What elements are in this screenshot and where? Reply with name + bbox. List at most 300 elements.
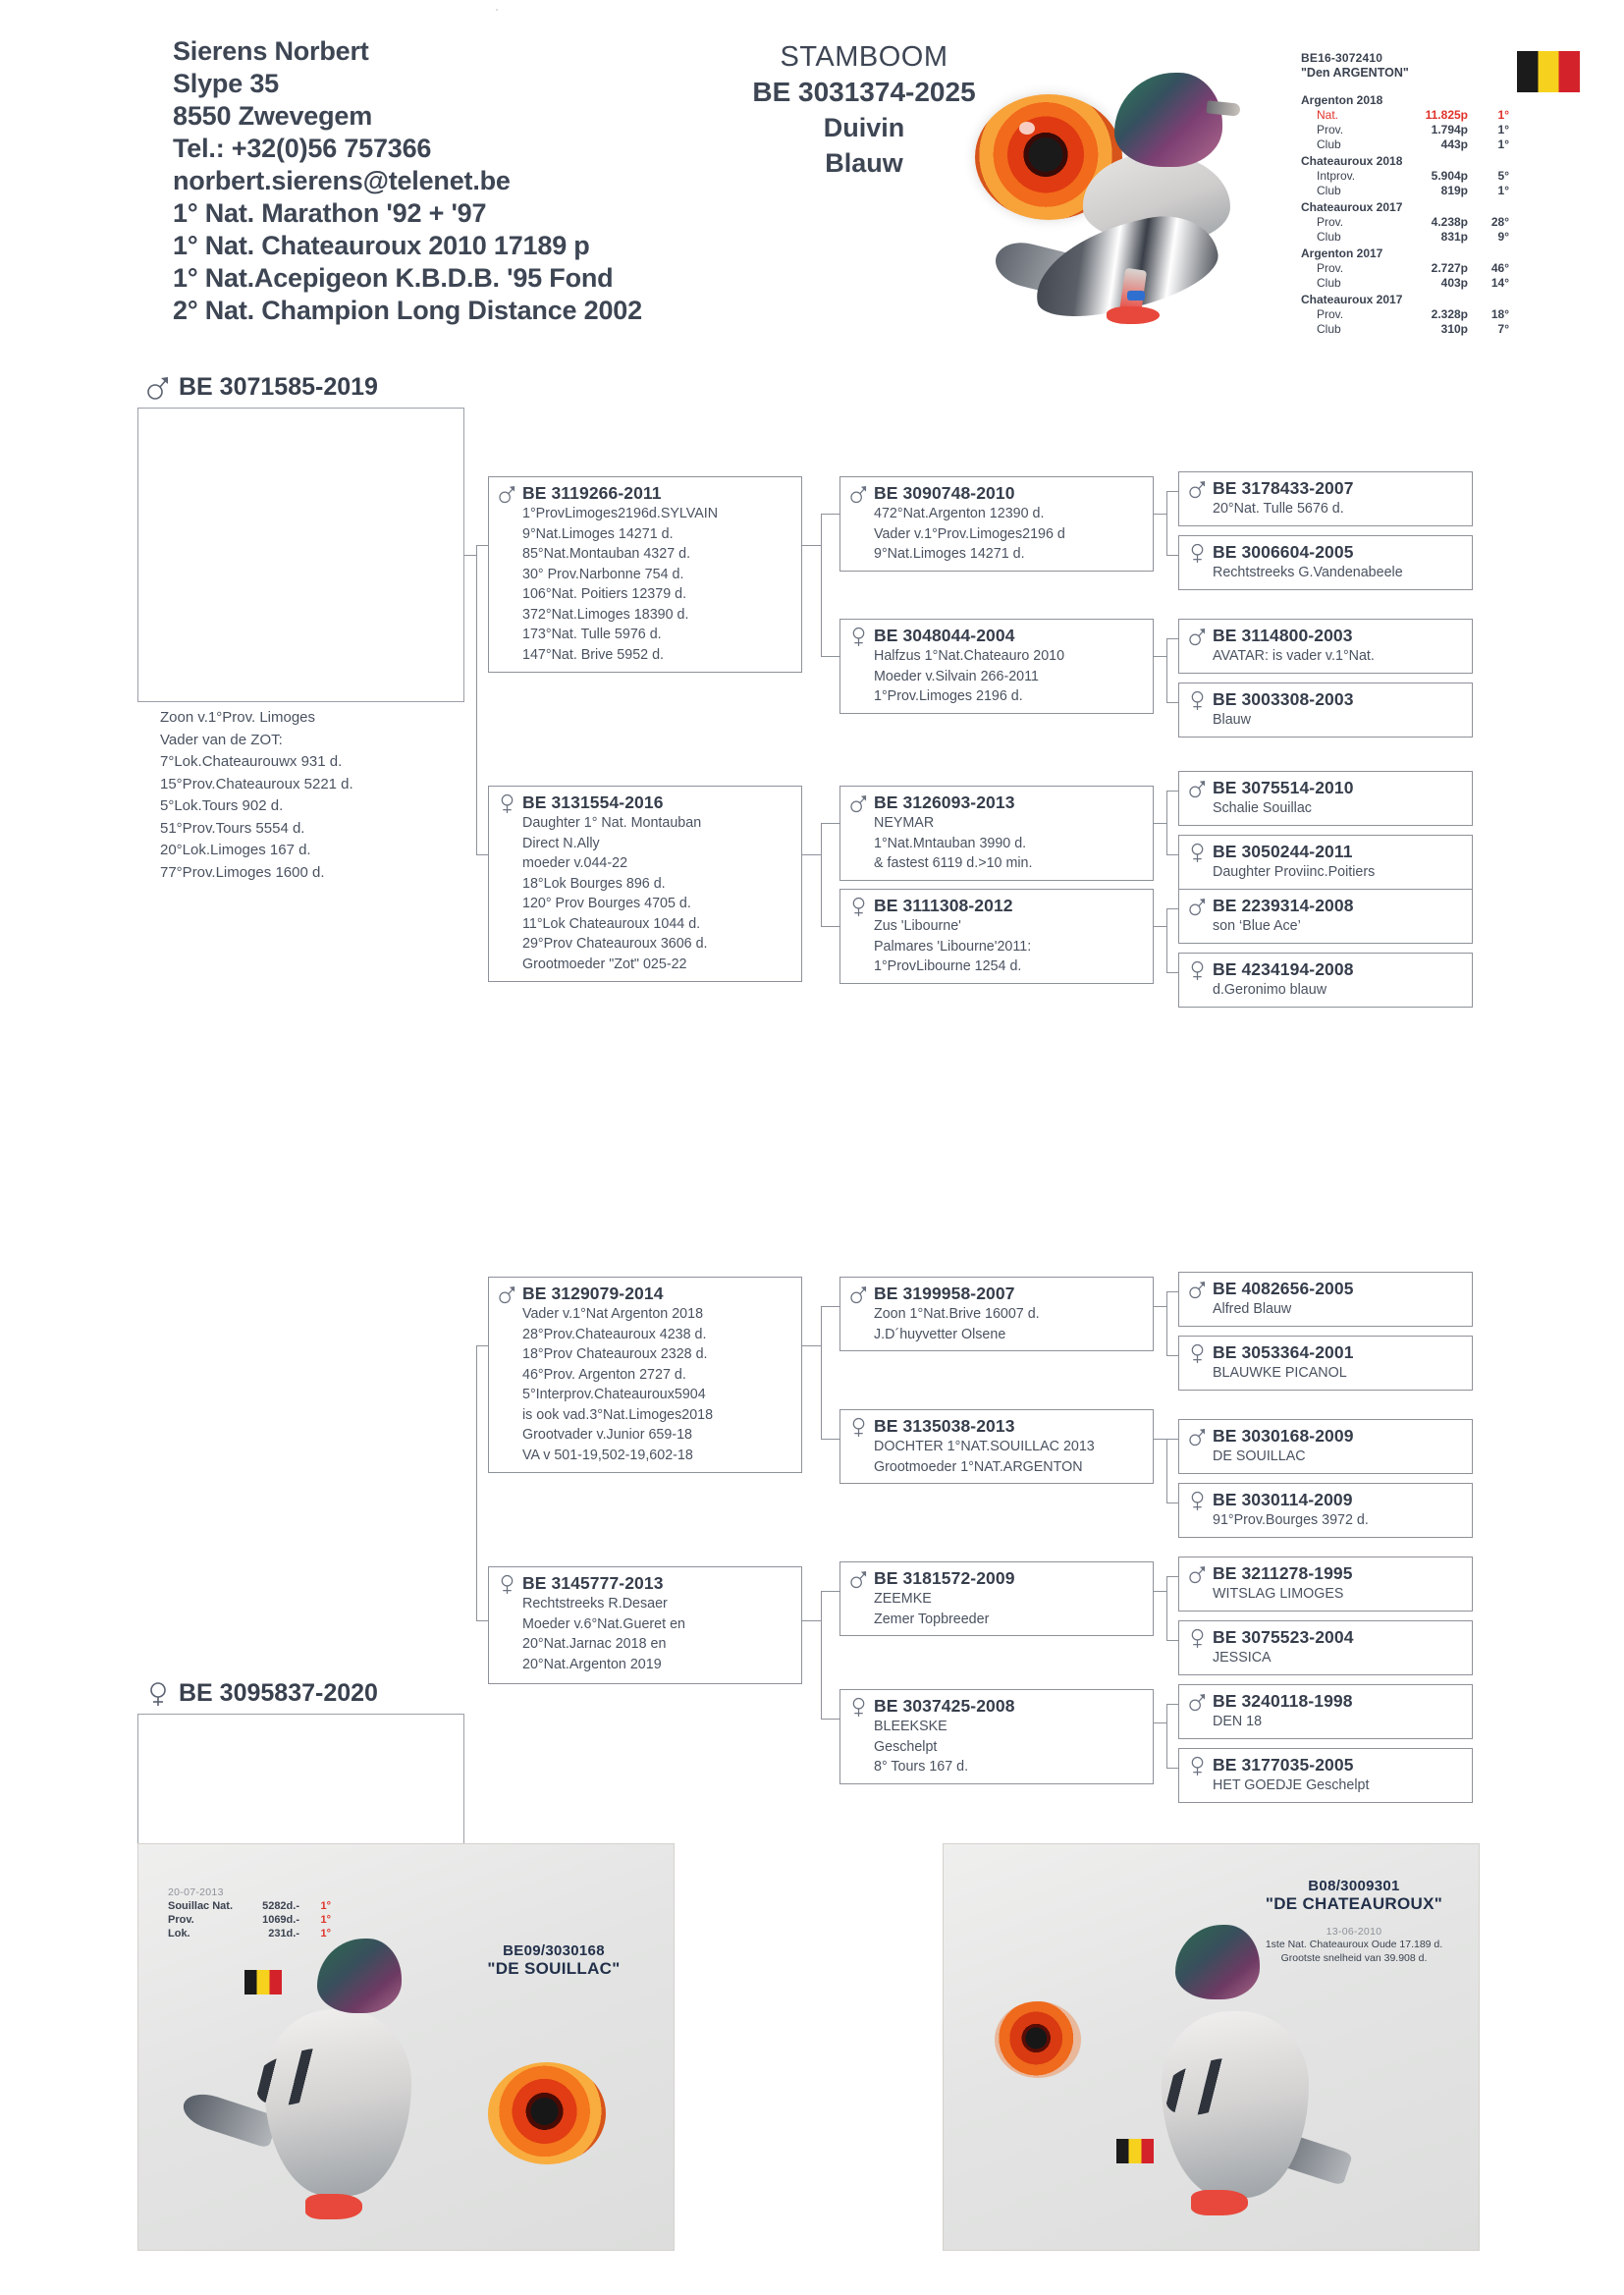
node-detail-line: JESSICA [1213, 1650, 1272, 1666]
node-detail-line: HET GOEDJE Geschelpt [1213, 1777, 1370, 1793]
pedigree-node-gen4-6[interactable] [1178, 889, 1473, 944]
photo1-stats [168, 1885, 331, 1940]
pedigree-node-gen4-1[interactable] [1178, 535, 1473, 590]
connector-line [1166, 791, 1167, 854]
node-detail-line: DEN 18 [1213, 1714, 1263, 1729]
connector-line [821, 823, 839, 824]
node-detail-line: 472°Nat.Argenton 12390 d. [874, 506, 1045, 521]
pedigree-node-gen3-5[interactable] [839, 1409, 1154, 1484]
male-icon [1189, 627, 1206, 647]
node-header [1189, 1426, 1464, 1447]
male-icon [1189, 1564, 1206, 1585]
performance-amount: 831p [1440, 230, 1468, 244]
pedigree-node-gen2-0[interactable] [488, 476, 802, 673]
node-ring-number: BE 3048044-2004 [874, 626, 1015, 645]
performance-amount: 443p [1440, 137, 1468, 151]
female-icon [850, 1697, 867, 1718]
node-header [1189, 896, 1464, 916]
photo1-belgium-flag-icon [244, 1970, 282, 1994]
node-detail-line: 9°Nat.Limoges 14271 d. [874, 546, 1025, 562]
connector-line [1166, 702, 1179, 703]
node-ring-number: BE 3126093-2013 [874, 792, 1015, 812]
pedigree-ring-number: BE 3031374-2025 [752, 77, 976, 107]
node-detail-line: Zoon 1°Nat.Brive 16007 d. [874, 1306, 1040, 1322]
achievement-4: 2° Nat. Champion Long Distance 2002 [173, 296, 642, 325]
connector-line [1166, 1576, 1167, 1640]
breeder-info-block [173, 35, 762, 327]
node-ring-number: BE 3030114-2009 [1213, 1490, 1353, 1509]
performance-label: Club [1317, 322, 1341, 336]
sire-photo-box [137, 408, 464, 702]
photo2-pigeon-legs [1191, 2190, 1248, 2215]
node-detail-line: Rechtstreeks R.Desaer [522, 1596, 668, 1612]
connector-line [1154, 1722, 1166, 1723]
breeder-city: 8550 Zwevegem [173, 101, 373, 131]
node-detail-lines [1189, 980, 1464, 1001]
photo1-pigeon-legs [305, 2194, 362, 2219]
node-header [1189, 1627, 1464, 1648]
performance-label: Prov. [1317, 215, 1344, 229]
connector-line [1166, 1576, 1179, 1577]
node-detail-lines [499, 813, 793, 974]
performance-amount: 819p [1440, 184, 1468, 197]
pigeon-leg-ring [1127, 291, 1145, 301]
node-detail-lines [850, 1437, 1145, 1477]
node-detail-line: Grootvader v.Junior 659-18 [522, 1427, 692, 1443]
connector-line [821, 926, 839, 927]
node-detail-lines [499, 1594, 793, 1674]
node-header [850, 1568, 1145, 1589]
male-icon [1189, 779, 1206, 799]
node-detail-line: Grootmoeder 1°NAT.ARGENTON [874, 1458, 1083, 1475]
node-detail-line: son ‘Blue Ace’ [1213, 918, 1301, 934]
female-icon [850, 897, 867, 917]
connector-line [476, 1345, 477, 1620]
pedigree-node-gen4-8[interactable] [1178, 1272, 1473, 1327]
node-detail-line: 372°Nat.Limoges 18390 d. [522, 606, 689, 623]
node-detail-lines [1189, 646, 1464, 667]
node-ring-number: BE 3030168-2009 [1213, 1426, 1354, 1446]
connector-line [476, 545, 477, 854]
node-detail-line: Rechtstreeks G.Vandenabeele [1213, 565, 1403, 580]
stat-amount: 1069d.- [262, 1914, 299, 1926]
stat-label: Souillac Nat. [168, 1900, 234, 1912]
pedigree-node-gen4-13[interactable] [1178, 1620, 1473, 1675]
node-ring-number: BE 3177035-2005 [1213, 1755, 1354, 1775]
node-detail-line: DE SOUILLAC [1213, 1448, 1306, 1464]
pedigree-node-gen2-2[interactable] [488, 1277, 802, 1473]
performance-label: Intprov. [1317, 169, 1356, 183]
node-detail-lines [1189, 499, 1464, 519]
performance-label: Club [1317, 276, 1341, 290]
node-header [850, 896, 1145, 916]
node-detail-line: 18°Prov Chateauroux 2328 d. [522, 1346, 708, 1362]
node-detail-line: 147°Nat. Brive 5952 d. [522, 646, 665, 663]
connector-line [1166, 1439, 1167, 1503]
male-icon [1189, 1427, 1206, 1448]
node-detail-line: 85°Nat.Montauban 4327 d. [522, 546, 691, 562]
performance-amount: 2.727p [1431, 261, 1468, 275]
node-detail-lines [1189, 710, 1464, 731]
node-detail-line: Daughter Proviinc.Poitiers [1213, 864, 1376, 880]
female-icon [147, 1681, 169, 1708]
photo2-pigeon-eye [995, 2001, 1081, 2078]
node-detail-line: Palmares 'Libourne'2011: [874, 938, 1032, 955]
photo1-ring: BE09/3030168 [503, 1942, 605, 1959]
node-ring-number: BE 3211278-1995 [1213, 1563, 1353, 1583]
node-detail-line: 1°Prov.Limoges 2196 d. [874, 688, 1023, 704]
connector-line [1166, 1439, 1179, 1440]
dam-ring: BE 3095837-2020 [179, 1679, 378, 1707]
node-ring-number: BE 3053364-2001 [1213, 1342, 1354, 1362]
node-detail-line: VA v 501-19,502-19,602-18 [522, 1447, 693, 1463]
performance-row [1301, 230, 1546, 245]
featured-pigeon-name: "Den ARGENTON" [1301, 66, 1409, 80]
pedigree-node-gen3-2[interactable] [839, 786, 1154, 881]
photo-de-souillac [137, 1843, 675, 2251]
node-detail-line: 20°Nat.Argenton 2019 [522, 1656, 662, 1672]
node-detail-lines [850, 1304, 1145, 1344]
connector-line [821, 1306, 822, 1439]
female-icon [1189, 1756, 1206, 1776]
connector-line [1166, 972, 1179, 973]
node-ring-number: BE 3114800-2003 [1213, 626, 1353, 645]
node-detail-line: 1°Nat.Mntauban 3990 d. [874, 835, 1027, 851]
performance-label: Club [1317, 230, 1341, 244]
male-icon [1189, 1280, 1206, 1300]
connector-line [821, 1439, 839, 1440]
node-ring-number: BE 3199958-2007 [874, 1284, 1015, 1303]
node-detail-line: 9°Nat.Limoges 14271 d. [522, 525, 674, 542]
node-detail-lines [1189, 1299, 1464, 1320]
node-detail-lines [1189, 1776, 1464, 1796]
scan-mark: ʼ [496, 8, 498, 18]
node-detail-line: Direct N.Ally [522, 835, 600, 851]
male-icon [147, 375, 169, 402]
node-ring-number: BE 3075523-2004 [1213, 1627, 1354, 1647]
female-icon [1189, 1628, 1206, 1649]
pedigree-node-gen3-0[interactable] [839, 476, 1154, 572]
connector-line [821, 1591, 839, 1592]
photo2-date: 13-06-2010 [1326, 1926, 1382, 1938]
connector-line [1166, 854, 1179, 855]
breeder-phone: Tel.: +32(0)56 757366 [173, 134, 432, 163]
sire-label [147, 373, 378, 402]
performance-amount: 1.794p [1431, 123, 1468, 137]
sire-note-line: 7°Lok.Chateaurouwx 931 d. [160, 753, 343, 770]
node-detail-line: 1°ProvLimoges2196d.SYLVAIN [522, 506, 719, 521]
connector-line [1166, 1355, 1179, 1356]
node-header [850, 1284, 1145, 1304]
connector-line [821, 656, 839, 657]
node-header [850, 483, 1145, 504]
pedigree-color: Blauw [825, 148, 903, 178]
node-detail-line: ZEEMKE [874, 1591, 932, 1607]
female-icon [1189, 1343, 1206, 1364]
achievement-1: 1° Nat. Marathon '92 + '97 [173, 198, 487, 228]
sire-note-line: 77°Prov.Limoges 1600 d. [160, 863, 325, 881]
female-icon [850, 627, 867, 647]
connector-line [1154, 823, 1166, 824]
performance-rank: 18° [1490, 307, 1509, 321]
connector-line [1166, 638, 1167, 702]
pedigree-node-gen4-2[interactable] [1178, 619, 1473, 674]
pedigree-node-gen4-9[interactable] [1178, 1336, 1473, 1391]
hero-pigeon-photo [967, 37, 1291, 410]
stat-label: Lok. [168, 1928, 190, 1940]
connector-line [821, 823, 822, 926]
performance-row [1301, 123, 1546, 137]
performance-amount: 403p [1440, 276, 1468, 290]
node-detail-line: Vader v.1°Prov.Limoges2196 d [874, 525, 1065, 542]
connector-line [1154, 1439, 1166, 1440]
male-icon [1189, 1692, 1206, 1713]
photo2-ring: B08/3009301 [1308, 1878, 1400, 1894]
pedigree-node-gen3-7[interactable] [839, 1689, 1154, 1784]
connector-line [1166, 555, 1179, 556]
node-detail-line: Schalie Souillac [1213, 800, 1312, 816]
node-ring-number: BE 2239314-2008 [1213, 896, 1354, 915]
performance-rank: 1° [1497, 184, 1509, 197]
performance-amount: 4.238p [1431, 215, 1468, 229]
connector-line [802, 1620, 821, 1621]
pedigree-node-gen3-6[interactable] [839, 1561, 1154, 1636]
node-detail-line: DOCHTER 1°NAT.SOUILLAC 2013 [874, 1439, 1095, 1454]
node-detail-line: Blauw [1213, 712, 1251, 728]
node-header [1189, 1342, 1464, 1363]
node-detail-line: 5°Interprov.Chateauroux5904 [522, 1387, 706, 1402]
node-detail-line: 91°Prov.Bourges 3972 d. [1213, 1512, 1369, 1528]
connector-line [821, 1306, 839, 1307]
pedigree-node-gen3-3[interactable] [839, 889, 1154, 984]
node-detail-line: J.D´huyvetter Olsene [874, 1326, 1006, 1342]
node-detail-line: & fastest 6119 d.>10 min. [874, 855, 1033, 871]
node-ring-number: BE 3145777-2013 [522, 1573, 664, 1593]
node-detail-line: Zemer Topbreeder [874, 1611, 990, 1627]
male-icon [850, 793, 867, 814]
node-detail-line: 20°Nat. Tulle 5676 d. [1213, 501, 1344, 517]
female-icon [1189, 690, 1206, 711]
connector-line [1166, 908, 1179, 909]
connector-line [1166, 791, 1179, 792]
connector-line [1166, 1704, 1179, 1705]
performance-group-title: Chateauroux 2018 [1301, 154, 1403, 168]
pedigree-node-gen4-7[interactable] [1178, 953, 1473, 1008]
performance-rank: 9° [1497, 230, 1509, 244]
featured-pigeon-performance-panel [1301, 51, 1546, 337]
performance-label: Club [1317, 137, 1341, 151]
sire-note-line: 5°Lok.Tours 902 d. [160, 797, 284, 814]
performance-row [1301, 137, 1546, 152]
node-header [1189, 778, 1464, 798]
node-header [1189, 959, 1464, 980]
node-detail-line: 18°Lok Bourges 896 d. [522, 875, 666, 892]
connector-line [464, 555, 476, 556]
pedigree-node-gen4-5[interactable] [1178, 835, 1473, 890]
performance-group-title: Argenton 2017 [1301, 246, 1383, 260]
female-icon [1189, 543, 1206, 564]
photo2-description-line: Grootste snelheid van 39.908 d. [1280, 1952, 1428, 1964]
performance-row [1301, 184, 1546, 198]
node-header [850, 792, 1145, 813]
female-icon [499, 1574, 515, 1595]
connector-line [476, 1620, 488, 1621]
male-icon [499, 1284, 515, 1305]
performance-row [1301, 215, 1546, 230]
pedigree-node-gen4-10[interactable] [1178, 1419, 1473, 1474]
photo1-date: 20-07-2013 [168, 1886, 224, 1898]
connector-line [821, 1719, 839, 1720]
node-detail-lines [850, 916, 1145, 977]
node-header [499, 1284, 793, 1304]
node-ring-number: BE 3135038-2013 [874, 1416, 1015, 1436]
connector-line [1154, 514, 1166, 515]
node-detail-lines [1189, 1712, 1464, 1732]
performance-label: Nat. [1317, 108, 1339, 122]
stat-amount: 231d.- [268, 1928, 299, 1940]
connector-line [1154, 1591, 1166, 1592]
performance-rank: 7° [1497, 322, 1509, 336]
node-detail-lines [850, 813, 1145, 874]
node-detail-line: Alfred Blauw [1213, 1301, 1292, 1317]
connector-line [802, 1345, 821, 1346]
node-ring-number: BE 3240118-1998 [1213, 1691, 1353, 1711]
performance-group-title: Argenton 2018 [1301, 93, 1383, 107]
performance-rank: 5° [1497, 169, 1509, 183]
connector-line [1166, 1768, 1179, 1769]
pedigree-node-gen2-3[interactable] [488, 1566, 802, 1684]
node-detail-lines [850, 1717, 1145, 1777]
node-header [1189, 1279, 1464, 1299]
achievement-3: 1° Nat.Acepigeon K.B.D.B. '95 Fond [173, 263, 614, 293]
node-detail-line: 46°Prov. Argenton 2727 d. [522, 1366, 686, 1383]
photo2-description [1238, 1938, 1470, 1965]
node-detail-line: Geschelpt [874, 1738, 938, 1755]
photo1-pigeon-head [317, 1939, 402, 2013]
performance-amount: 2.328p [1431, 307, 1468, 321]
node-header [1189, 542, 1464, 563]
connector-line [1166, 491, 1179, 492]
node-ring-number: BE 3111308-2012 [874, 896, 1013, 915]
connector-line [802, 545, 821, 546]
connector-line [821, 514, 822, 656]
node-detail-line: Halfzus 1°Nat.Chateauro 2010 [874, 648, 1065, 664]
node-header [1189, 842, 1464, 862]
stat-amount: 5282d.- [262, 1900, 299, 1912]
performance-rank: 28° [1490, 215, 1509, 229]
pedigree-node-gen3-1[interactable] [839, 619, 1154, 714]
node-detail-line: 28°Prov.Chateauroux 4238 d. [522, 1326, 707, 1342]
node-detail-lines [499, 504, 793, 665]
performance-rank: 46° [1490, 261, 1509, 275]
node-detail-line: 30° Prov.Narbonne 754 d. [522, 566, 684, 582]
performance-amount: 310p [1440, 322, 1468, 336]
performance-rank: 1° [1497, 137, 1509, 151]
sire-note-line: Vader van de ZOT: [160, 731, 283, 748]
node-ring-number: BE 3181572-2009 [874, 1568, 1015, 1588]
pedigree-node-gen4-4[interactable] [1178, 771, 1473, 826]
breeder-email[interactable]: norbert.sierens@telenet.be [173, 166, 511, 195]
performance-row [1301, 322, 1546, 337]
female-icon [850, 1417, 867, 1438]
pedigree-node-gen4-0[interactable] [1178, 471, 1473, 526]
node-detail-line: WITSLAG LIMOGES [1213, 1586, 1344, 1602]
pedigree-node-gen4-14[interactable] [1178, 1684, 1473, 1739]
node-detail-line: Zus 'Libourne' [874, 918, 961, 934]
connector-line [1154, 926, 1166, 927]
performance-amount: 5.904p [1431, 169, 1468, 183]
pedigree-node-gen4-12[interactable] [1178, 1557, 1473, 1612]
node-detail-line: Grootmoeder "Zot" 025-22 [522, 956, 687, 972]
node-ring-number: BE 3003308-2003 [1213, 689, 1354, 709]
node-header [850, 626, 1145, 646]
node-detail-lines [850, 504, 1145, 565]
featured-pigeon-ring: BE16-3072410 [1301, 51, 1383, 65]
male-icon [1189, 897, 1206, 917]
node-ring-number: BE 4234194-2008 [1213, 959, 1354, 979]
node-detail-line: AVATAR: is vader v.1°Nat. [1213, 648, 1375, 664]
performance-amount: 11.825p [1425, 108, 1468, 122]
node-detail-line: BLEEKSKE [874, 1719, 947, 1734]
photo1-pigeon-eye [488, 2062, 606, 2164]
performance-row [1301, 108, 1546, 123]
node-detail-lines [1189, 916, 1464, 937]
male-icon [499, 484, 515, 505]
node-detail-line: 173°Nat. Tulle 5976 d. [522, 627, 662, 642]
pedigree-node-gen4-3[interactable] [1178, 683, 1473, 738]
connector-line [1154, 1306, 1166, 1307]
node-header [1189, 1755, 1464, 1776]
node-detail-line: 120° Prov Bourges 4705 d. [522, 896, 691, 911]
stat-rank: 1° [320, 1914, 331, 1926]
performance-label: Prov. [1317, 307, 1344, 321]
node-detail-line: 20°Nat.Jarnac 2018 en [522, 1636, 667, 1652]
female-icon [499, 793, 515, 814]
female-icon [1189, 960, 1206, 981]
sire-note-line: 15°Prov.Chateauroux 5221 d. [160, 775, 353, 792]
node-detail-lines [1189, 862, 1464, 883]
node-detail-line: Daughter 1° Nat. Montauban [522, 815, 702, 831]
performance-row [1301, 307, 1546, 322]
node-ring-number: BE 4082656-2005 [1213, 1279, 1354, 1298]
node-detail-line: is ook vad.3°Nat.Limoges2018 [522, 1406, 714, 1423]
node-detail-lines [499, 1304, 793, 1465]
sire-note-line: 20°Lok.Limoges 167 d. [160, 842, 311, 858]
pedigree-node-gen4-15[interactable] [1178, 1748, 1473, 1803]
photo1-title: "DE SOUILLAC" [487, 1959, 621, 1978]
node-ring-number: BE 3178433-2007 [1213, 478, 1354, 498]
performance-groups [1301, 93, 1546, 337]
performance-rank: 1° [1497, 108, 1509, 122]
node-detail-line: NEYMAR [874, 815, 935, 831]
performance-row [1301, 261, 1546, 276]
node-header [1189, 626, 1464, 646]
pedigree-node-gen2-1[interactable] [488, 786, 802, 982]
pedigree-node-gen4-11[interactable] [1178, 1483, 1473, 1538]
node-header [850, 1416, 1145, 1437]
photo1-stat-row [168, 1899, 331, 1913]
node-ring-number: BE 3050244-2011 [1213, 842, 1353, 861]
connector-line [821, 1591, 822, 1719]
node-detail-line: BLAUWKE PICANOL [1213, 1365, 1347, 1381]
node-detail-lines [1189, 1447, 1464, 1467]
pigeon-foot [1107, 306, 1160, 324]
node-header [1189, 689, 1464, 710]
node-detail-line: 1°ProvLibourne 1254 d. [874, 958, 1022, 974]
pedigree-node-gen3-4[interactable] [839, 1277, 1154, 1351]
photo1-stat-row [168, 1913, 331, 1927]
connector-line [1166, 1291, 1179, 1292]
